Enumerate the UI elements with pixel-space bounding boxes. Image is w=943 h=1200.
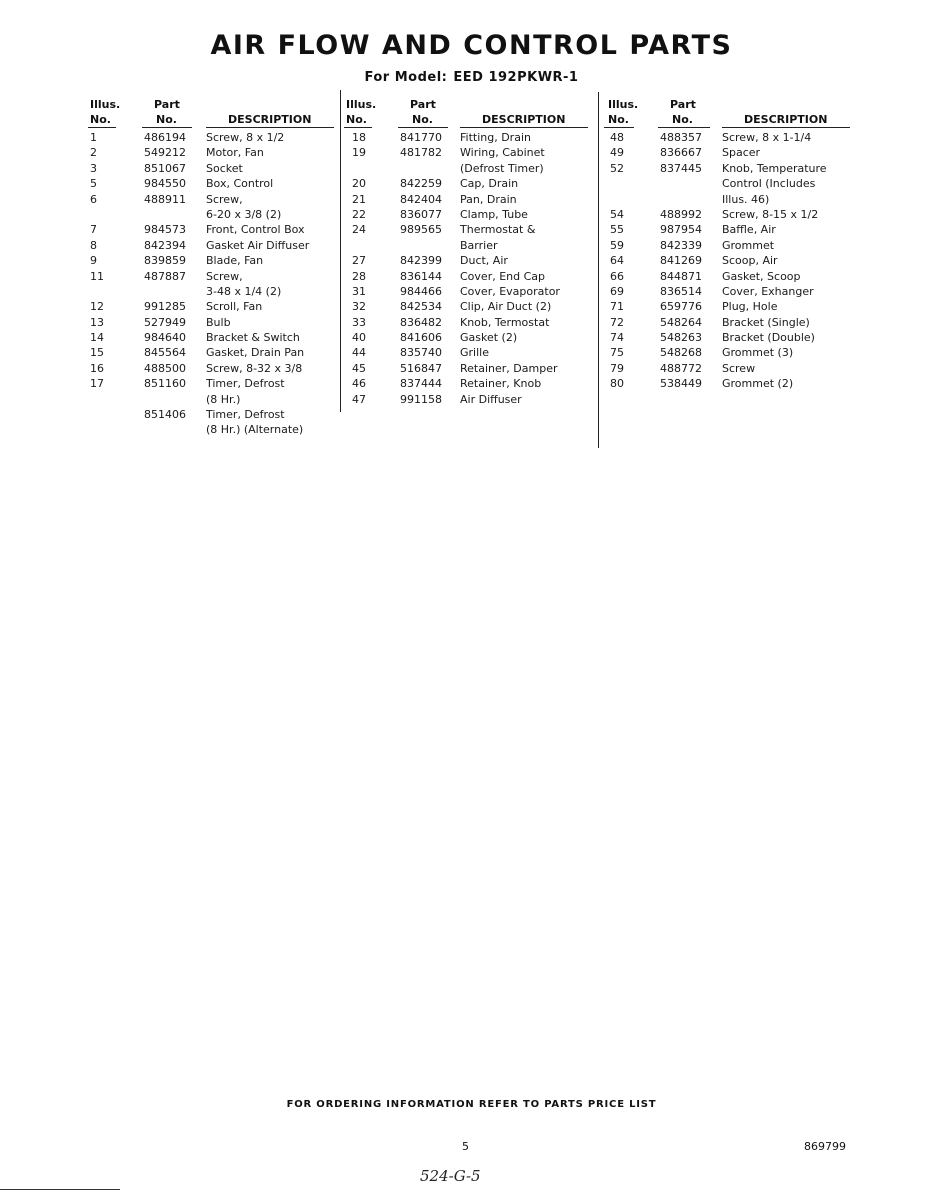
model-label: For Model: xyxy=(364,70,448,85)
part-row xyxy=(604,207,854,222)
part-description: Cap, Drain xyxy=(460,177,519,191)
header-underline xyxy=(658,127,710,128)
part-number: 845564 xyxy=(144,346,186,360)
illus-number: 44 xyxy=(352,346,366,360)
illus-header-line1: Illus. xyxy=(90,98,121,111)
part-row xyxy=(344,269,592,284)
parts-rows xyxy=(88,130,338,438)
description-header: DESCRIPTION xyxy=(228,113,312,126)
part-row xyxy=(88,145,338,160)
illus-number: 22 xyxy=(352,207,366,221)
illus-number: 80 xyxy=(610,377,624,391)
part-number: 486194 xyxy=(144,131,186,144)
illus-number: 49 xyxy=(610,146,624,160)
part-number: 481782 xyxy=(400,146,442,160)
parts-rows xyxy=(344,130,592,407)
illus-number: 11 xyxy=(90,269,104,283)
part-description: Barrier xyxy=(460,238,498,252)
part-row xyxy=(604,222,854,237)
ordering-note: FOR ORDERING INFORMATION REFER TO PARTS PRICE LIST xyxy=(286,1099,657,1110)
illus-number: 54 xyxy=(610,207,624,221)
illus-number: 2 xyxy=(90,146,97,160)
part-description: Screw, 8 x 1/2 xyxy=(206,131,285,144)
part-description: Box, Control xyxy=(206,177,274,191)
part-number: 836514 xyxy=(660,284,702,298)
part-row xyxy=(88,345,338,360)
header-underline xyxy=(88,127,116,128)
illus-number: 7 xyxy=(90,223,97,237)
part-row xyxy=(88,238,338,253)
part-row xyxy=(604,330,854,345)
illus-number: 31 xyxy=(352,284,366,298)
part-row xyxy=(604,284,854,299)
illus-number: 8 xyxy=(90,238,97,252)
part-description: Front, Control Box xyxy=(206,223,305,237)
part-number: 842394 xyxy=(144,238,186,252)
part-row xyxy=(344,315,592,330)
part-description: Scroll, Fan xyxy=(206,300,263,314)
part-number: 548263 xyxy=(660,331,702,345)
part-row xyxy=(344,392,592,407)
illus-number: 79 xyxy=(610,361,624,375)
part-header-line1: Part xyxy=(410,98,436,111)
part-row xyxy=(344,207,592,222)
part-description: Cover, Exhanger xyxy=(722,284,814,298)
column-header xyxy=(88,95,338,130)
illus-number: 64 xyxy=(610,254,624,268)
illus-number: 9 xyxy=(90,254,97,268)
part-description: Bulb xyxy=(206,315,231,329)
part-description: Screw, 8 x 1-1/4 xyxy=(722,131,812,144)
parts-column-2 xyxy=(344,95,592,407)
part-row xyxy=(344,345,592,360)
illus-number: 59 xyxy=(610,238,624,252)
part-description: Grommet (2) xyxy=(722,377,794,391)
illus-number: 18 xyxy=(352,131,366,144)
part-number: 984550 xyxy=(144,177,186,191)
part-number: 984640 xyxy=(144,331,186,345)
part-description: (Defrost Timer) xyxy=(460,161,544,175)
part-row xyxy=(604,345,854,360)
part-row xyxy=(604,361,854,376)
part-header-line2: No. xyxy=(156,113,177,126)
part-number: 851067 xyxy=(144,161,186,175)
header-underline xyxy=(722,127,850,128)
part-row xyxy=(88,422,338,437)
header-underline xyxy=(398,127,448,128)
part-number: 548264 xyxy=(660,315,702,329)
illus-number: 15 xyxy=(90,346,104,360)
illus-number: 32 xyxy=(352,300,366,314)
part-number: 487887 xyxy=(144,269,186,283)
illus-number: 16 xyxy=(90,361,104,375)
part-description: 3-48 x 1/4 (2) xyxy=(206,284,282,298)
part-description: Knob, Termostat xyxy=(460,315,550,329)
header-underline xyxy=(142,127,192,128)
part-row xyxy=(88,330,338,345)
part-number: 851160 xyxy=(144,377,186,391)
illus-number: 6 xyxy=(90,192,97,206)
part-description: Bracket & Switch xyxy=(206,331,300,345)
part-row xyxy=(604,315,854,330)
page-number: 5 xyxy=(462,1140,469,1153)
parts-column-1 xyxy=(88,95,338,438)
illus-number: 1 xyxy=(90,131,97,144)
header-underline xyxy=(206,127,334,128)
part-row xyxy=(604,269,854,284)
part-description: Screw, xyxy=(206,269,243,283)
part-number: 488500 xyxy=(144,361,186,375)
part-header-line2: No. xyxy=(412,113,433,126)
part-row xyxy=(88,192,338,207)
part-description: Retainer, Damper xyxy=(460,361,558,375)
illus-number: 40 xyxy=(352,331,366,345)
part-number: 837444 xyxy=(400,377,442,391)
illus-header-line1: Illus. xyxy=(608,98,639,111)
part-description: Wiring, Cabinet xyxy=(460,146,545,160)
part-number: 836482 xyxy=(400,315,442,329)
part-number: 991285 xyxy=(144,300,186,314)
part-row xyxy=(344,176,592,191)
part-description: Pan, Drain xyxy=(460,192,517,206)
illus-number: 55 xyxy=(610,223,624,237)
part-number: 835740 xyxy=(400,346,442,360)
part-number: 841269 xyxy=(660,254,702,268)
part-description: Clip, Air Duct (2) xyxy=(460,300,552,314)
part-row xyxy=(88,299,338,314)
part-row xyxy=(344,222,592,237)
illus-number: 19 xyxy=(352,146,366,160)
part-description: Grommet (3) xyxy=(722,346,794,360)
illus-number: 66 xyxy=(610,269,624,283)
header-underline xyxy=(460,127,588,128)
part-description: Bracket (Single) xyxy=(722,315,810,329)
part-description: Bracket (Double) xyxy=(722,331,815,345)
part-row xyxy=(88,315,338,330)
part-number: 659776 xyxy=(660,300,702,314)
part-row xyxy=(344,330,592,345)
header-underline xyxy=(604,127,634,128)
model-number: EED 192PKWR-1 xyxy=(453,70,579,85)
part-row xyxy=(88,361,338,376)
part-description: Gasket, Scoop xyxy=(722,269,801,283)
part-number: 842399 xyxy=(400,254,442,268)
part-description: Grommet xyxy=(722,238,775,252)
part-description: Duct, Air xyxy=(460,254,508,268)
illus-number: 47 xyxy=(352,392,366,406)
illus-number: 3 xyxy=(90,161,97,175)
part-row xyxy=(604,238,854,253)
part-number: 488772 xyxy=(660,361,702,375)
part-description: Screw xyxy=(722,361,756,375)
part-row xyxy=(604,253,854,268)
document-number: 869799 xyxy=(804,1140,846,1153)
part-number: 989565 xyxy=(400,223,442,237)
illus-number: 46 xyxy=(352,377,366,391)
illus-number: 74 xyxy=(610,331,624,345)
part-row xyxy=(344,253,592,268)
parts-column-3 xyxy=(604,95,854,392)
illus-number: 72 xyxy=(610,315,624,329)
part-description: Blade, Fan xyxy=(206,254,264,268)
part-number: 842339 xyxy=(660,238,702,252)
part-row xyxy=(88,176,338,191)
illus-number: 12 xyxy=(90,300,104,314)
illus-number: 28 xyxy=(352,269,366,283)
part-number: 987954 xyxy=(660,223,702,237)
description-header: DESCRIPTION xyxy=(482,113,566,126)
part-description: Screw, 8-32 x 3/8 xyxy=(206,361,303,375)
part-row xyxy=(344,145,592,160)
part-description: Scoop, Air xyxy=(722,254,778,268)
part-number: 991158 xyxy=(400,392,442,406)
part-number: 984573 xyxy=(144,223,186,237)
scan-edge-line xyxy=(0,1189,120,1190)
part-description: Gasket (2) xyxy=(460,331,518,345)
part-description: Screw, xyxy=(206,192,243,206)
illus-number: 21 xyxy=(352,192,366,206)
part-description: Gasket, Drain Pan xyxy=(206,346,305,360)
part-row xyxy=(604,176,854,191)
part-description: (8 Hr.) (Alternate) xyxy=(206,423,304,437)
illus-number: 48 xyxy=(610,131,624,144)
header-underline xyxy=(344,127,372,128)
part-row xyxy=(344,130,592,145)
part-number: 842404 xyxy=(400,192,442,206)
part-description: Fitting, Drain xyxy=(460,131,531,144)
part-row xyxy=(604,376,854,391)
part-row xyxy=(88,376,338,391)
part-row xyxy=(88,253,338,268)
part-row xyxy=(88,161,338,176)
part-header-line1: Part xyxy=(670,98,696,111)
part-number: 538449 xyxy=(660,377,702,391)
part-description: Thermostat & xyxy=(460,223,536,237)
illus-header-line2: No. xyxy=(346,113,367,126)
part-row xyxy=(88,222,338,237)
part-number: 836144 xyxy=(400,269,442,283)
part-row xyxy=(344,238,592,253)
part-number: 837445 xyxy=(660,161,702,175)
part-row xyxy=(604,145,854,160)
part-number: 527949 xyxy=(144,315,186,329)
illus-number: 69 xyxy=(610,284,624,298)
part-number: 851406 xyxy=(144,408,186,422)
part-number: 516847 xyxy=(400,361,442,375)
illus-header-line2: No. xyxy=(608,113,629,126)
part-number: 549212 xyxy=(144,146,186,160)
part-row xyxy=(88,407,338,422)
part-row xyxy=(344,284,592,299)
part-row xyxy=(344,361,592,376)
illus-number: 5 xyxy=(90,177,97,191)
illus-number: 27 xyxy=(352,254,366,268)
illus-number: 13 xyxy=(90,315,104,329)
part-description: Control (Includes xyxy=(722,177,816,191)
part-number: 841770 xyxy=(400,131,442,144)
part-row xyxy=(604,161,854,176)
part-row xyxy=(88,284,338,299)
part-row xyxy=(344,161,592,176)
part-description: Knob, Temperature xyxy=(722,161,827,175)
illus-number: 45 xyxy=(352,361,366,375)
illus-number: 14 xyxy=(90,331,104,345)
part-header-line2: No. xyxy=(672,113,693,126)
part-number: 842259 xyxy=(400,177,442,191)
part-description: 6-20 x 3/8 (2) xyxy=(206,207,282,221)
part-number: 836667 xyxy=(660,146,702,160)
part-description: Cover, End Cap xyxy=(460,269,546,283)
part-row xyxy=(344,299,592,314)
part-row xyxy=(88,269,338,284)
part-description: Timer, Defrost xyxy=(206,377,285,391)
part-number: 841606 xyxy=(400,331,442,345)
part-description: Screw, 8-15 x 1/2 xyxy=(722,207,819,221)
part-row xyxy=(604,130,854,145)
part-description: Cover, Evaporator xyxy=(460,284,560,298)
page-title: AIR FLOW AND CONTROL PARTS xyxy=(210,30,733,61)
illus-header-line1: Illus. xyxy=(346,98,377,111)
illus-number: 20 xyxy=(352,177,366,191)
description-header: DESCRIPTION xyxy=(744,113,828,126)
part-row xyxy=(88,130,338,145)
column-header xyxy=(344,95,592,130)
part-description: Socket xyxy=(206,161,243,175)
illus-number: 17 xyxy=(90,377,104,391)
part-number: 839859 xyxy=(144,254,186,268)
part-description: (8 Hr.) xyxy=(206,392,241,406)
part-description: Gasket Air Diffuser xyxy=(206,238,310,252)
part-description: Motor, Fan xyxy=(206,146,264,160)
illus-number: 33 xyxy=(352,315,366,329)
illus-number: 52 xyxy=(610,161,624,175)
parts-rows xyxy=(604,130,854,392)
part-description: Grille xyxy=(460,346,489,360)
part-number: 984466 xyxy=(400,284,442,298)
illus-number: 24 xyxy=(352,223,366,237)
part-description: Spacer xyxy=(722,146,761,160)
part-description: Air Diffuser xyxy=(460,392,522,406)
part-row xyxy=(604,192,854,207)
column-header xyxy=(604,95,854,130)
part-number: 842534 xyxy=(400,300,442,314)
part-number: 844871 xyxy=(660,269,702,283)
part-description: Timer, Defrost xyxy=(206,408,285,422)
part-number: 548268 xyxy=(660,346,702,360)
column-divider xyxy=(598,92,599,448)
part-description: Plug, Hole xyxy=(722,300,778,314)
part-row xyxy=(344,192,592,207)
part-description: Illus. 46) xyxy=(722,192,770,206)
part-row xyxy=(88,207,338,222)
part-description: Retainer, Knob xyxy=(460,377,542,391)
part-row xyxy=(604,299,854,314)
illus-number: 71 xyxy=(610,300,624,314)
part-header-line1: Part xyxy=(154,98,180,111)
part-number: 488992 xyxy=(660,207,702,221)
illus-number: 75 xyxy=(610,346,624,360)
illus-header-line2: No. xyxy=(90,113,111,126)
part-row xyxy=(88,392,338,407)
part-number: 836077 xyxy=(400,207,442,221)
handwritten-note: 524-G-5 xyxy=(420,1167,481,1185)
part-row xyxy=(344,376,592,391)
column-divider xyxy=(340,90,341,412)
model-line xyxy=(0,70,943,85)
part-number: 488357 xyxy=(660,131,702,144)
part-description: Clamp, Tube xyxy=(460,207,528,221)
part-description: Baffle, Air xyxy=(722,223,776,237)
part-number: 488911 xyxy=(144,192,186,206)
